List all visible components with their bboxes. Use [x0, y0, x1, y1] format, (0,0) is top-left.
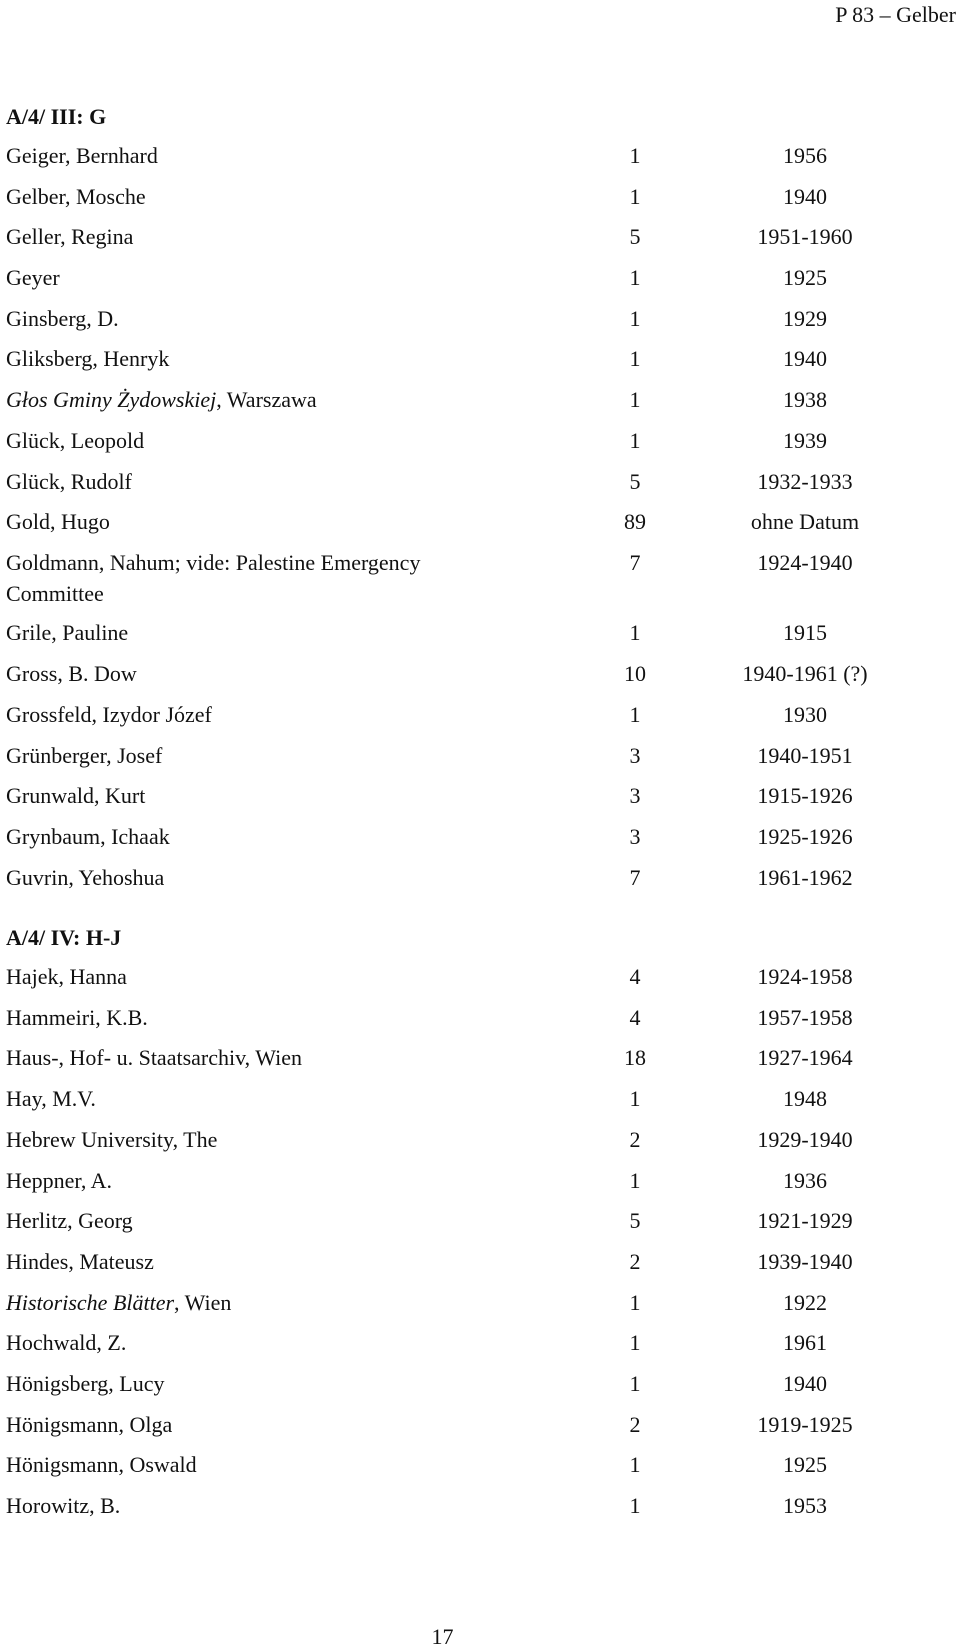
entry-years: 1948: [783, 1086, 827, 1111]
entry-count: 1: [629, 346, 641, 371]
entry-name: Hajek, Hanna: [6, 964, 127, 989]
entry-name: Hönigsmann, Olga: [6, 1412, 173, 1437]
entry-count: 3: [629, 743, 641, 768]
entry-name: Gold, Hugo: [6, 509, 110, 534]
entry-years: 1922: [783, 1290, 827, 1315]
entry-place: , Wien: [174, 1290, 232, 1315]
entry-name: Grunwald, Kurt: [6, 783, 146, 808]
entry-count: 1: [629, 702, 641, 727]
entry-name: Hammeiri, K.B.: [6, 1005, 148, 1030]
entry-count: 5: [629, 224, 641, 249]
entry-years: 1939: [783, 428, 827, 453]
entry-years: 1932-1933: [757, 469, 853, 494]
page-number: 17: [431, 1624, 454, 1649]
entry-count: 1: [629, 1371, 641, 1396]
entry-years: 1940-1951: [757, 743, 853, 768]
entry-years: 1951-1960: [757, 224, 853, 249]
entry-years: 1936: [783, 1168, 827, 1193]
entry-years: ohne Datum: [750, 509, 860, 534]
entry-years: 1961-1962: [757, 865, 853, 890]
entry-count: 18: [624, 1045, 646, 1070]
entry-years: 1924-1940: [757, 550, 853, 575]
entry-name: Glück, Leopold: [6, 428, 145, 453]
entry-years: 1921-1929: [757, 1208, 853, 1233]
entry-years: 1961: [783, 1330, 827, 1355]
entry-name: Herlitz, Georg: [6, 1208, 133, 1233]
entry-name: Grossfeld, Izydor Józef: [6, 702, 212, 727]
entry-name: Hochwald, Z.: [6, 1330, 127, 1355]
entry-count: 7: [629, 550, 641, 575]
entry-count: 1: [629, 387, 641, 412]
section-heading: A/4/ IV: H-J: [6, 925, 122, 950]
entry-count: 1: [629, 306, 641, 331]
entry-name: Gelber, Mosche: [6, 184, 146, 209]
entry-name: [6, 1287, 501, 1318]
entry-count: 3: [629, 783, 641, 808]
entry-years: 1930: [783, 702, 827, 727]
entry-count: 1: [629, 1452, 641, 1477]
entry-name: Horowitz, B.: [6, 1493, 121, 1518]
entry-count: 89: [624, 509, 646, 534]
entry-count: 1: [629, 1330, 641, 1355]
entry-count: 1: [629, 184, 641, 209]
entry-name: Guvrin, Yehoshua: [6, 865, 165, 890]
entry-years: 1925: [783, 265, 827, 290]
entry-count: 1: [629, 1168, 641, 1193]
entry-name: Geyer: [6, 265, 60, 290]
entry-count: 1: [629, 265, 641, 290]
entry-count: 2: [629, 1127, 641, 1152]
entry-years: 1953: [783, 1493, 827, 1518]
entry-count: 2: [629, 1249, 641, 1274]
entry-name: Geiger, Bernhard: [6, 143, 158, 168]
entry-years: 1940: [783, 346, 827, 371]
entry-years: 1938: [783, 387, 827, 412]
entry-title-italic: Głos Gminy Żydowskiej: [6, 387, 217, 412]
entry-count: 5: [629, 469, 641, 494]
entry-name: Grünberger, Josef: [6, 743, 163, 768]
section-heading: A/4/ III: G: [6, 104, 107, 129]
entry-name: Hebrew University, The: [6, 1127, 218, 1152]
entry-name: Geller, Regina: [6, 224, 134, 249]
entry-count: 2: [629, 1412, 641, 1437]
entry-count: 5: [629, 1208, 641, 1233]
entry-name: Ginsberg, D.: [6, 306, 119, 331]
entry-years: 1929-1940: [757, 1127, 853, 1152]
entry-name: [6, 384, 501, 415]
entry-count: 1: [629, 620, 641, 645]
entry-count: 1: [629, 1290, 641, 1315]
page-header: P 83 – Gelber: [835, 2, 956, 27]
entry-title-italic: Historische Blätter: [6, 1290, 175, 1315]
entry-count: 1: [629, 428, 641, 453]
entry-years: 1929: [783, 306, 827, 331]
entry-count: 1: [629, 1493, 641, 1518]
entry-years: 1924-1958: [757, 964, 853, 989]
entry-name: Gross, B. Dow: [6, 661, 137, 686]
entry-name: Hönigsmann, Oswald: [6, 1452, 197, 1477]
entry-count: 1: [629, 1086, 641, 1111]
entry-name: Glück, Rudolf: [6, 469, 132, 494]
entry-years: 1940: [783, 1371, 827, 1396]
entry-count: 10: [624, 661, 646, 686]
entry-name: Heppner, A.: [6, 1168, 113, 1193]
entry-count: 1: [629, 143, 641, 168]
entry-count: 4: [629, 1005, 641, 1030]
entry-years: 1939-1940: [757, 1249, 853, 1274]
entry-years: 1925: [783, 1452, 827, 1477]
entry-name: Hay, M.V.: [6, 1086, 96, 1111]
entry-count: 4: [629, 964, 641, 989]
entry-years: 1927-1964: [757, 1045, 853, 1070]
entry-name: Hindes, Mateusz: [6, 1249, 154, 1274]
entry-years: 1919-1925: [757, 1412, 853, 1437]
entry-name: Goldmann, Nahum; vide: Palestine Emergency Committee: [6, 550, 421, 606]
entry-years: 1956: [783, 143, 827, 168]
entry-name: Grile, Pauline: [6, 620, 129, 645]
entry-years: 1957-1958: [757, 1005, 853, 1030]
entry-name: Gliksberg, Henryk: [6, 346, 170, 371]
entry-years: 1925-1926: [757, 824, 853, 849]
entry-count: 7: [629, 865, 641, 890]
entry-count: 3: [629, 824, 641, 849]
entry-name: Grynbaum, Ichaak: [6, 824, 170, 849]
entry-years: 1940: [783, 184, 827, 209]
entry-name: Hönigsberg, Lucy: [6, 1371, 165, 1396]
entry-years: 1940-1961 (?): [742, 661, 868, 686]
entry-place: , Warszawa: [216, 387, 317, 412]
entry-name: Haus-, Hof- u. Staatsarchiv, Wien: [6, 1045, 303, 1070]
entry-years: 1915-1926: [757, 783, 853, 808]
entry-years: 1915: [783, 620, 827, 645]
